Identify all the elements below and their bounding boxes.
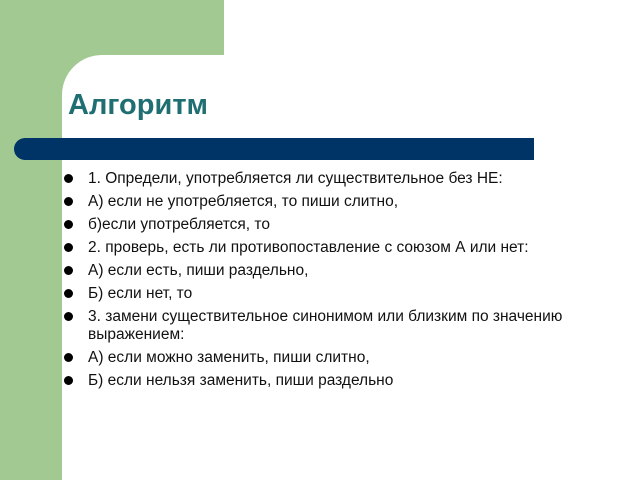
- slide-title: Алгоритм: [68, 89, 208, 121]
- bullet-item: [52, 170, 592, 188]
- title-underline-bar: [14, 138, 534, 160]
- bullet-dot-icon: [64, 220, 73, 229]
- bullet-text: 3. замени существительное синонимом или близким по значению выражением:: [88, 308, 563, 343]
- bullet-dot-icon: [64, 174, 73, 183]
- bullet-dot-icon: [64, 243, 73, 252]
- bullet-item: [52, 262, 592, 280]
- bullet-item: [52, 372, 592, 390]
- bullet-dot-icon: [64, 353, 73, 362]
- bullet-text: А) если не употребляется, то пиши слитно,: [88, 193, 399, 210]
- bullet-dot-icon: [64, 312, 73, 321]
- bullet-text: А) если есть, пиши раздельно,: [88, 262, 309, 279]
- bullet-dot-icon: [64, 266, 73, 275]
- bullet-dot-icon: [64, 197, 73, 206]
- bullet-text: А) если можно заменить, пиши слитно,: [88, 349, 370, 366]
- bullet-item: [52, 216, 592, 234]
- bullet-text: 2. проверь, есть ли противопоставление с союзом А или нет:: [88, 239, 529, 256]
- bullet-item: [52, 308, 592, 344]
- bullet-item: [52, 349, 592, 367]
- bullet-text: Б) если нельзя заменить, пиши раздельно: [88, 372, 394, 389]
- bullet-text: 1. Определи, употребляется ли существительное без НЕ:: [88, 170, 503, 187]
- bullet-item: [52, 285, 592, 303]
- bullet-text: б)если употребляется, то: [88, 216, 270, 233]
- bullet-item: [52, 193, 592, 211]
- bullet-dot-icon: [64, 376, 73, 385]
- bullet-text: Б) если нет, то: [88, 285, 193, 302]
- bullet-item: [52, 239, 592, 257]
- bullet-list: [52, 170, 592, 395]
- bullet-dot-icon: [64, 289, 73, 298]
